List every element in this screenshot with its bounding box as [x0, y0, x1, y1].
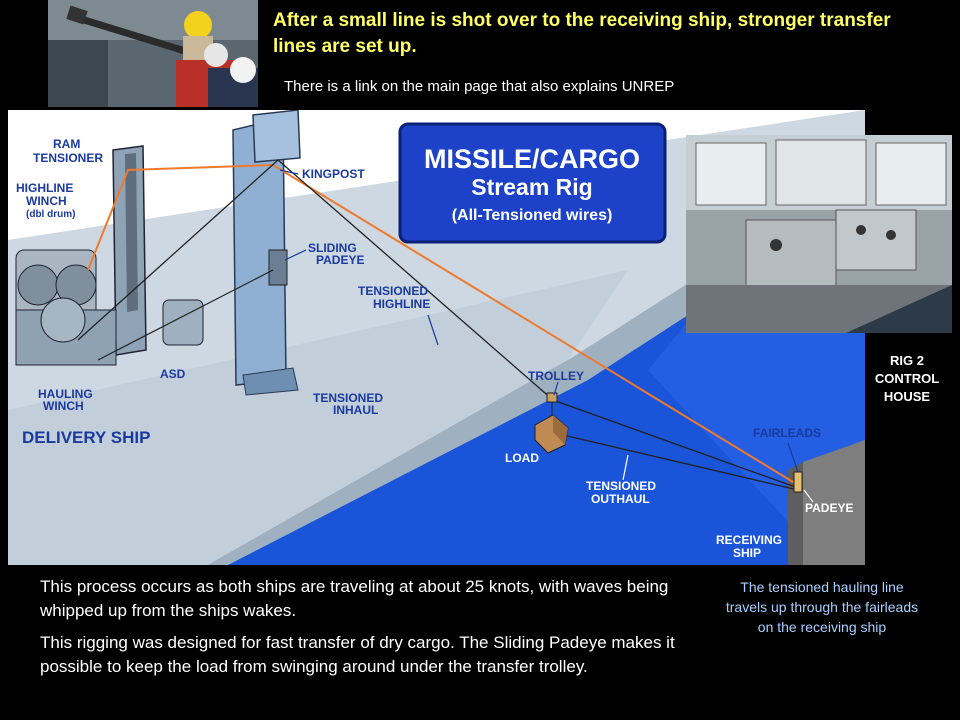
ram-tensioner-machine	[113, 146, 146, 355]
rig2-control-house-label: RIG 2 CONTROL HOUSE	[874, 353, 940, 404]
fairleads	[794, 472, 802, 492]
label-load: LOAD	[505, 451, 539, 465]
label-trolley: TROLLEY	[528, 369, 584, 383]
asd-unit	[163, 300, 203, 345]
label-tensioner: TENSIONER	[33, 151, 104, 165]
crew-line-shot-photo	[48, 0, 258, 107]
label-highline: HIGHLINE	[16, 181, 74, 195]
label-tensioned-highline-1: TENSIONED	[358, 284, 429, 298]
label-hauling: HAULING	[38, 387, 93, 401]
label-winch: WINCH	[26, 194, 67, 208]
label-tensioned-inhaul-2: INHAUL	[333, 403, 379, 417]
label-tensioned-highline-2: HIGHLINE	[373, 297, 431, 311]
body-paragraph-2: This rigging was designed for fast transfer of dry cargo. The Sliding Padeye makes it possible to keep the load from swinging around under the transfer trolley.	[40, 633, 675, 676]
label-padeye-sliding: PADEYE	[316, 253, 365, 267]
label-tensioned-inhaul-1: TENSIONED	[313, 391, 384, 405]
body-paragraph-1: This process occurs as both ships are traveling at about 25 knots, with waves being whipped up from the ships wakes.	[40, 577, 669, 620]
label-fairleads: FAIRLEADS	[753, 426, 822, 440]
label-delivery-ship: DELIVERY SHIP	[22, 428, 151, 447]
fairleads-caption: The tensioned hauling line travels up through the fairleads on the receiving ship	[725, 579, 919, 635]
label-receiving: RECEIVING	[716, 533, 783, 547]
label-ship: SHIP	[733, 546, 762, 560]
label-kingpost: KINGPOST	[302, 167, 365, 181]
diagram-title-line1: MISSILE/CARGO	[423, 144, 641, 174]
label-tensioned-outhaul-2: OUTHAUL	[591, 492, 650, 506]
rig2-control-house-photo	[686, 135, 952, 333]
headline: After a small line is shot over to the receiving ship, stronger transfer lines are set up.	[273, 10, 891, 57]
diagram-title-box	[400, 124, 665, 242]
diagram-title-line2: Stream Rig	[471, 174, 593, 200]
subnote: There is a link on the main page that also explains UNREP	[284, 78, 675, 95]
label-asd: ASD	[160, 367, 186, 381]
body-text	[40, 575, 680, 687]
diagram-title-line3: (All-Tensioned wires)	[451, 207, 613, 224]
label-dbl-drum: (dbl drum)	[26, 209, 76, 220]
label-hauling-winch: WINCH	[43, 399, 84, 413]
label-sliding: SLIDING	[308, 241, 357, 255]
trolley	[547, 393, 557, 402]
label-ram: RAM	[53, 137, 81, 151]
label-tensioned-outhaul-1: TENSIONED	[586, 479, 657, 493]
label-padeye: PADEYE	[805, 501, 854, 515]
